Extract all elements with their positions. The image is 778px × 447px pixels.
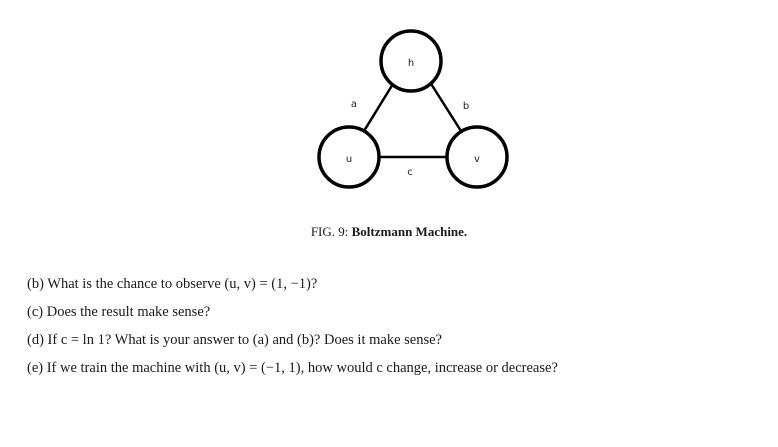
edge-label-c: c [407, 167, 413, 178]
node-label-v: v [474, 154, 480, 165]
node-label-h: h [407, 58, 415, 69]
question-e: (e) If we train the machine with (u, v) = (−1, 1), how would c change, increase or decrease? [27, 360, 558, 376]
figure-caption-title: Boltzmann Machine. [351, 224, 468, 239]
node-label-u: u [345, 154, 353, 165]
edge-label-b: b [462, 101, 470, 112]
figure-caption-prefix: FIG. 9: [310, 224, 349, 239]
figure-caption [0, 224, 778, 240]
question-b: (b) What is the chance to observe (u, v) = (1, −1)? [27, 276, 318, 292]
node-v [447, 127, 507, 187]
edge-b [428, 79, 461, 131]
node-h [381, 31, 441, 91]
boltzmann-machine-diagram [0, 0, 778, 220]
question-d: (d) If c = ln 1? What is your answer to (a) and (b)? Does it make sense? [27, 332, 442, 348]
edge-a [364, 79, 396, 131]
edge-label-a: a [350, 99, 358, 110]
question-list [27, 270, 558, 382]
node-u [319, 127, 379, 187]
question-c: (c) Does the result make sense? [27, 304, 211, 320]
